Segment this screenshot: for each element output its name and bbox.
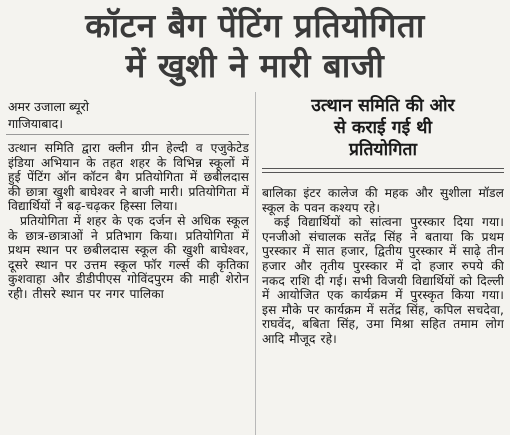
subheadline-line-3: प्रतियोगिता — [348, 140, 418, 160]
article-paragraph: बालिका इंटर कालेज की महक और सुशीला मॉडल स्कूल के पवन कश्यप रहे। — [262, 186, 504, 215]
article-paragraph: प्रतियोगिता में शहर के एक दर्जन से अधिक स्कूल के छात्र-छात्राओं ने प्रतिभाग किया। प्रतियोगिता में प्रथम स्थान पर छबीलदास स्कूल की खुशी बाघेश्वर, दूसरे स्थान पर उत्तम स्कूल फॉर गर्ल्स की कृतिका कुशवाहा और डीडीपीएस गोविंदपुरम की माही शेरोन रही। तीसरे स्थान पर नगर पालिका — [8, 213, 249, 301]
subheadline — [262, 95, 504, 161]
dateline-place: गाजियाबाद। — [8, 116, 64, 131]
article-paragraph: उत्थान समिति द्वारा क्लीन ग्रीन हेल्दी व एजुकेटेड इंडिया अभियान के तहत शहर के विभिन्न स्कूलों में हुई पेंटिंग ऑन कॉटन बैग प्रतियोगिता में छबीलदास की छात्रा खुशी बाघेश्वर ने बाजी मारी। प्रतियोगिता में विद्यार्थियों ने बढ़-चढ़कर हिस्सा लिया। — [8, 141, 249, 214]
byline: अमर उजाला ब्यूरो — [8, 99, 89, 114]
subheadline-line-1: उत्थान समिति की ओर — [311, 96, 455, 116]
article-paragraph: कई विद्यार्थियों को सांत्वना पुरस्कार दिया गया। एनजीओ संचालक सतेंद्र सिंह ने बताया कि प्रथम पुरस्कार में सात हजार, द्वितीय पुरस्कार में साढ़े तीन हजार और तृतीय पुरस्कार में दो हजार रुपये की नकद राशि दी गई। सभी विजयी विद्यार्थियों को दिल्ली में आयोजित एक कार्यक्रम में पुरस्कृत किया गया। इस मौके पर कार्यक्रम में सतेंद्र सिंह, कपिल सचदेवा, राघवेंद, बबिता सिंह, उमा मिश्रा सहित तमाम लोग आदि मौजूद रहे। — [262, 215, 504, 346]
subheadline-line-2: से कराई गई थी — [334, 118, 432, 138]
left-divider — [6, 134, 249, 135]
headline-line-2: में खुशी ने मारी बाजी — [125, 46, 385, 85]
column-divider — [255, 92, 256, 435]
article-left-column — [8, 141, 249, 433]
subheadline-divider — [262, 168, 504, 173]
headline — [0, 0, 510, 88]
headline-line-1: कॉटन बैग पेंटिंग प्रतियोगिता — [85, 6, 425, 45]
article-right-column — [262, 186, 504, 435]
